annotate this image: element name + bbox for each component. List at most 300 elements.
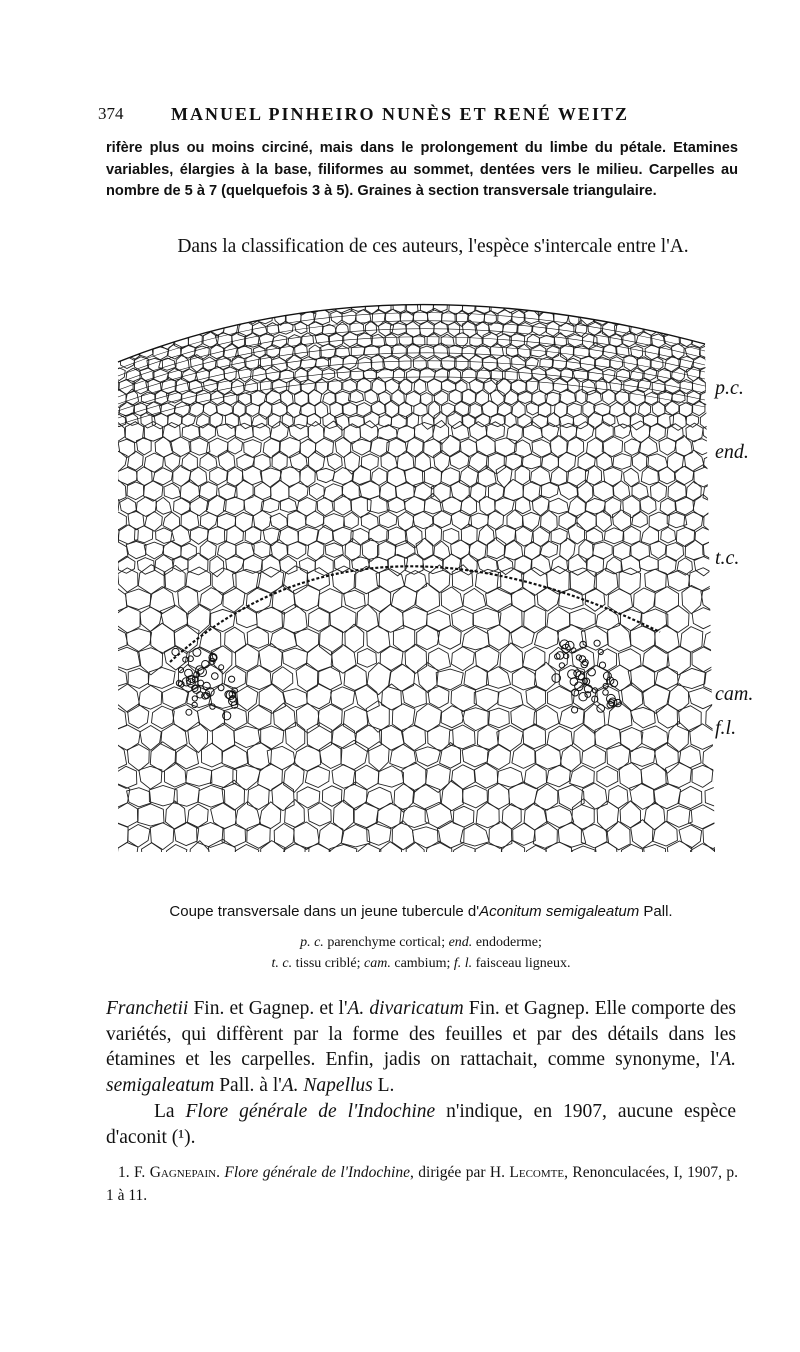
tissue-cell xyxy=(148,312,160,325)
tissue-cell xyxy=(469,310,485,325)
tissue-cell xyxy=(216,424,236,440)
xylem-vessel xyxy=(599,662,605,668)
tissue-cell xyxy=(532,274,546,291)
tissue-cell xyxy=(593,331,609,348)
tissue-cell xyxy=(150,587,175,614)
tissue-cell xyxy=(642,609,668,631)
tissue-cell xyxy=(100,650,118,670)
tissue-cell xyxy=(333,468,354,485)
tissue-cell xyxy=(667,310,679,326)
tissue-cell xyxy=(707,288,722,301)
tissue-cell xyxy=(623,309,637,324)
tissue-cell xyxy=(131,311,145,325)
tissue-cell xyxy=(331,645,356,674)
xylem-vessel xyxy=(559,663,564,668)
tissue-cell xyxy=(200,513,217,530)
tissue-cell xyxy=(236,644,260,671)
tissue-cell xyxy=(654,742,678,773)
tissue-cell xyxy=(434,412,446,428)
tissue-cell xyxy=(154,320,167,338)
tissue-cell xyxy=(685,277,701,290)
tissue-cell xyxy=(488,625,510,650)
tissue-cell xyxy=(259,287,275,303)
tissue-cell xyxy=(703,484,720,503)
tissue-cell xyxy=(352,466,371,486)
tissue-cell xyxy=(378,276,390,287)
tissue-cell xyxy=(644,276,659,292)
cortex-layer xyxy=(118,313,705,369)
tissue-cell xyxy=(264,298,278,314)
tissue-cell xyxy=(100,484,108,499)
tissue-cell xyxy=(150,823,174,850)
tissue-cell xyxy=(621,683,642,711)
tissue-cell xyxy=(272,451,287,471)
tissue-cell xyxy=(156,497,171,514)
tissue-cell xyxy=(405,526,422,548)
tissue-cell xyxy=(210,298,226,314)
tissue-cell xyxy=(100,568,116,593)
tissue-cell xyxy=(427,379,441,396)
tissue-cell xyxy=(100,378,106,394)
tissue-cell xyxy=(535,627,559,649)
tissue-cell xyxy=(586,555,604,576)
tissue-cell xyxy=(428,686,449,708)
tissue-cell xyxy=(138,565,165,595)
tissue-cell xyxy=(606,557,623,574)
tissue-cell xyxy=(597,766,618,787)
tissue-cell xyxy=(115,803,138,827)
tissue-cell xyxy=(290,452,308,473)
tissue-cell xyxy=(608,623,631,652)
tissue-cell xyxy=(602,436,622,457)
tissue-cell xyxy=(317,525,333,544)
tissue-cell xyxy=(452,647,475,671)
tissue-cell xyxy=(400,287,412,301)
tissue-cell xyxy=(460,465,479,487)
tissue-cell xyxy=(677,286,692,301)
tissue-cell xyxy=(102,586,127,612)
cell-network xyxy=(100,273,740,852)
tissue-cell xyxy=(100,781,104,810)
tissue-cell xyxy=(283,689,307,708)
tissue-cell xyxy=(692,286,706,302)
tissue-cell xyxy=(196,300,210,312)
tissue-cell xyxy=(183,322,195,337)
running-title: MANUEL PINHEIRO NUNÈS ET RENÉ WEITZ xyxy=(171,104,629,124)
tissue-cell xyxy=(300,380,315,394)
tissue-cell xyxy=(113,298,127,314)
tissue-cell xyxy=(168,297,183,312)
tissue-cell xyxy=(714,843,740,853)
tissue-cell xyxy=(441,587,463,612)
tissue-cell xyxy=(177,311,189,327)
xylem-vessel xyxy=(229,676,235,682)
tissue-cell xyxy=(182,425,200,440)
tissue-cell xyxy=(364,275,380,291)
tissue-cell xyxy=(660,498,675,515)
tissue-cell xyxy=(261,841,285,852)
tissue-cell xyxy=(468,286,484,304)
tissue-cell xyxy=(274,824,294,850)
tissue-cell xyxy=(714,765,740,788)
tissue-cell xyxy=(526,288,539,301)
legend-text: tissu criblé; xyxy=(292,956,365,971)
tissue-cell xyxy=(253,510,271,530)
xylem-vessel xyxy=(564,654,569,659)
tissue-cell xyxy=(499,285,512,301)
tissue-cell xyxy=(307,276,323,290)
tissue-cell xyxy=(100,346,113,359)
tissue-cell xyxy=(161,312,173,324)
endodermis-band xyxy=(170,566,660,662)
tissue-cell xyxy=(520,275,532,291)
tissue-cell xyxy=(714,646,738,668)
body-text xyxy=(106,996,736,1150)
tissue-cell xyxy=(652,308,666,324)
tissue-cell xyxy=(324,484,343,502)
tissue-cell xyxy=(319,625,342,655)
tissue-cell xyxy=(437,821,464,849)
tissue-cell xyxy=(587,368,603,382)
tissue-cell xyxy=(630,707,655,728)
tissue-cell xyxy=(425,802,452,828)
tissue-cell xyxy=(118,568,138,592)
xylem-vessel xyxy=(193,648,201,656)
tissue-cell xyxy=(392,275,406,290)
tissue-cell xyxy=(712,496,731,516)
tissue-cell xyxy=(134,287,148,301)
tissue-cell xyxy=(548,686,573,708)
tissue-cell xyxy=(367,663,391,695)
tissue-cell xyxy=(608,786,628,809)
tissue-cell xyxy=(595,725,621,750)
tissue-cell xyxy=(469,451,489,473)
footnote-span: , Renonculacées, I, 1907, p. 1 à 11. xyxy=(106,1164,738,1204)
tissue-cell xyxy=(637,309,651,326)
tissue-cell xyxy=(100,438,116,455)
tissue-cell xyxy=(318,704,343,732)
tissue-cell xyxy=(637,288,650,302)
tissue-cell xyxy=(658,301,672,313)
tissue-cell xyxy=(100,765,114,790)
tissue-cell xyxy=(644,414,658,427)
tissue-cell xyxy=(105,379,118,393)
tissue-cell xyxy=(168,322,184,335)
tissue-cell xyxy=(223,497,244,515)
tissue-cell xyxy=(159,358,176,370)
tissue-cell xyxy=(693,311,705,325)
tissue-cell xyxy=(256,567,283,593)
tissue-cell xyxy=(118,332,134,347)
tissue-cell xyxy=(665,401,679,415)
legend-abbr: cam. xyxy=(364,956,391,971)
tissue-cell xyxy=(380,725,405,750)
tissue-cell xyxy=(559,389,575,405)
tissue-cell xyxy=(689,688,715,709)
tissue-cell xyxy=(678,786,702,808)
legend-abbr: end. xyxy=(448,935,473,950)
tissue-cell xyxy=(164,565,185,592)
page-number: 374 xyxy=(98,104,124,123)
tissue-cell xyxy=(460,495,476,516)
tissue-cell xyxy=(690,844,716,852)
tissue-cell xyxy=(258,726,284,749)
tissue-cell xyxy=(388,664,415,691)
tissue-cell xyxy=(435,276,447,289)
tissue-cell xyxy=(298,527,318,546)
tissue-cell xyxy=(379,512,397,528)
tissue-cell xyxy=(546,297,561,312)
tissue-cell xyxy=(406,842,425,852)
tissue-cell xyxy=(602,389,615,404)
tissue-cell xyxy=(720,402,736,417)
description-paragraph: rifère plus ou moins circiné, mais dans le prolongement du limbe du pétale. Etamines variables, élargies à la base, filiformes au sommet, dentées vers le milieu. Carpelles au nombre de 5 à 7 (quelquefois 3 à 5). Graines à section transversale triangulaire. xyxy=(106,140,738,200)
tissue-cell xyxy=(703,823,725,851)
tissue-cell xyxy=(616,275,631,289)
tissue-cell xyxy=(604,297,615,312)
legend-text: parenchyme cortical; xyxy=(323,935,449,950)
tissue-cell xyxy=(667,452,683,473)
tissue-cell xyxy=(101,557,119,573)
tissue-cell xyxy=(604,528,624,544)
tissue-cell xyxy=(128,451,144,470)
tissue-cell xyxy=(225,301,237,314)
tissue-cell xyxy=(116,766,137,788)
tissue-cell xyxy=(100,287,106,301)
tissue-cell xyxy=(174,498,191,515)
tissue-cell xyxy=(248,785,270,810)
tissue-cell xyxy=(231,310,245,324)
tissue-cell xyxy=(474,688,499,711)
tissue-cell xyxy=(405,644,427,674)
tissue-cell xyxy=(310,483,325,499)
tissue-cell xyxy=(518,414,532,428)
tissue-cell xyxy=(486,587,512,612)
tissue-cell xyxy=(118,439,135,458)
tissue-cell xyxy=(644,802,665,831)
tissue-cell xyxy=(100,274,113,290)
tissue-cell xyxy=(152,413,168,429)
tissue-cell xyxy=(155,277,168,290)
tissue-cell xyxy=(100,402,106,417)
tissue-cell xyxy=(677,558,692,575)
tissue-cell xyxy=(208,527,227,545)
tissue-cell xyxy=(327,288,343,304)
tissue-cell xyxy=(100,321,111,337)
tissue-cell xyxy=(223,586,245,612)
tissue-cell xyxy=(632,483,648,499)
tissue-cell xyxy=(667,806,692,828)
tissue-cell xyxy=(126,541,146,558)
tissue-cell xyxy=(288,542,306,559)
tissue-cell xyxy=(619,763,642,791)
tissue-cell xyxy=(280,498,297,512)
tissue-cell xyxy=(721,481,738,499)
tissue-cell xyxy=(273,287,286,302)
tissue-cell xyxy=(230,285,245,302)
tissue-cell xyxy=(316,285,327,301)
tissue-cell xyxy=(259,802,280,829)
tissue-cell xyxy=(266,277,279,292)
tissue-cell xyxy=(102,823,128,850)
species-name: A. divaricatum xyxy=(347,998,464,1019)
tissue-cell xyxy=(343,706,368,733)
legend-text: cambium; xyxy=(390,956,454,971)
tissue-cell xyxy=(417,625,440,650)
tissue-cell xyxy=(420,321,434,336)
tissue-cell xyxy=(601,277,616,290)
tissue-cell xyxy=(416,538,433,560)
tissue-cell xyxy=(316,468,334,482)
tissue-cell xyxy=(172,705,199,732)
tissue-cell xyxy=(127,300,141,313)
tissue-cell xyxy=(706,358,719,372)
tissue-cell xyxy=(574,724,596,751)
body-span: n'indique, en 1907, aucune espèce d'aconit (¹). xyxy=(106,1100,736,1148)
tissue-cell xyxy=(100,333,107,348)
tissue-cell xyxy=(686,322,699,339)
tissue-cell xyxy=(334,494,351,515)
tissue-cell xyxy=(462,785,487,808)
tissue-cell xyxy=(546,368,561,380)
tissue-cell xyxy=(450,451,470,469)
tissue-cell xyxy=(160,605,187,632)
legend-abbr: p. c. xyxy=(300,935,324,950)
tissue-cell xyxy=(649,423,665,441)
tissue-cell xyxy=(588,411,603,429)
tissue-cell xyxy=(632,511,648,527)
tissue-cell xyxy=(685,415,698,428)
figure-caption xyxy=(105,903,737,920)
tissue-cell xyxy=(222,825,246,847)
tissue-cell xyxy=(560,275,574,290)
tissue-cell xyxy=(105,743,127,770)
tissue-cell xyxy=(428,287,440,301)
tissue-cell xyxy=(355,725,381,752)
tissue-cell xyxy=(502,840,525,852)
tissue-cell xyxy=(716,608,737,630)
tissue-cell xyxy=(558,785,584,810)
tissue-cell xyxy=(100,310,104,325)
tissue-cell xyxy=(583,402,595,418)
tissue-cell xyxy=(689,805,717,829)
tissue-cell xyxy=(489,322,503,335)
tissue-cell xyxy=(574,274,589,289)
tissue-cell xyxy=(558,452,576,472)
tissue-cell xyxy=(394,784,414,812)
tissue-cell xyxy=(666,288,680,300)
tissue-cell xyxy=(593,481,614,501)
species-name: Franchetii xyxy=(106,998,189,1019)
tissue-cell xyxy=(689,568,718,592)
tissue-cell xyxy=(526,687,546,710)
tissue-cell xyxy=(511,589,535,612)
tissue-cell xyxy=(118,287,133,303)
tissue-cell xyxy=(423,555,444,574)
footnote xyxy=(106,1161,738,1207)
tissue-cell xyxy=(625,439,641,456)
tissue-cell xyxy=(332,724,356,749)
tissue-cell xyxy=(100,744,103,770)
species-name: A. Napellus xyxy=(281,1075,373,1097)
tissue-cell xyxy=(361,454,378,471)
tissue-cell xyxy=(259,684,285,713)
tissue-cell xyxy=(490,390,504,406)
tissue-cell xyxy=(210,467,228,485)
tissue-cell xyxy=(102,783,130,810)
tissue-cell xyxy=(629,275,643,289)
tissue-cell xyxy=(588,276,604,289)
tissue-cell xyxy=(434,321,448,336)
tissue-cell xyxy=(422,413,434,429)
tissue-cell xyxy=(100,299,114,312)
tissue-cell xyxy=(119,402,134,416)
tissue-cell xyxy=(513,823,536,845)
tissue-cell xyxy=(641,726,668,750)
tissue-cell xyxy=(441,468,459,486)
tissue-cell xyxy=(559,589,584,610)
tissue-cell xyxy=(100,624,103,653)
tissue-cell xyxy=(639,556,658,571)
tissue-cell xyxy=(713,567,740,592)
tissue-cell xyxy=(551,556,567,574)
tissue-cell xyxy=(504,540,523,560)
tissue-cell xyxy=(568,496,585,518)
tissue-cell xyxy=(582,745,606,768)
tissue-cell xyxy=(566,287,580,302)
tuber-section-drawing xyxy=(100,272,800,852)
tissue-cell xyxy=(488,708,509,728)
tissue-cell xyxy=(136,497,156,517)
tissue-cell xyxy=(658,346,672,360)
tissue-cell xyxy=(604,468,623,488)
tissue-cell xyxy=(215,310,232,327)
tissue-cell xyxy=(462,414,475,428)
tissue-cell xyxy=(243,555,262,573)
tissue-cell xyxy=(360,421,378,442)
tissue-cell xyxy=(455,355,469,371)
xylem-vessel xyxy=(594,640,600,646)
species-name: A. semigaleatum xyxy=(106,1049,736,1097)
tissue-cell xyxy=(670,413,687,430)
tissue-cell xyxy=(351,528,370,545)
tissue-cell xyxy=(119,310,132,325)
tissue-cell xyxy=(692,647,715,672)
tissue-cell xyxy=(588,299,601,313)
tissue-cell xyxy=(100,540,109,561)
tissue-cell xyxy=(111,345,126,358)
tissue-cell xyxy=(113,389,126,408)
tissue-cell xyxy=(100,357,107,369)
tissue-cell xyxy=(595,842,618,852)
tissue-cell xyxy=(217,286,233,303)
tissue-cell xyxy=(344,590,366,609)
tissue-cell xyxy=(281,274,294,291)
tissue-cell xyxy=(279,298,295,314)
tissue-cell xyxy=(128,669,148,689)
body-span: L. xyxy=(372,1075,395,1097)
legend-line-1 xyxy=(105,932,737,953)
tissue-cell xyxy=(402,683,426,707)
tissue-cell xyxy=(413,827,441,848)
tissue-cell xyxy=(645,569,667,592)
tissue-cell xyxy=(630,783,656,809)
caption-suffix: Pall. xyxy=(639,903,673,920)
tissue-cell xyxy=(713,528,729,544)
tissue-cell xyxy=(581,288,596,300)
tissue-cell xyxy=(420,346,434,359)
tissue-cell xyxy=(721,309,735,324)
